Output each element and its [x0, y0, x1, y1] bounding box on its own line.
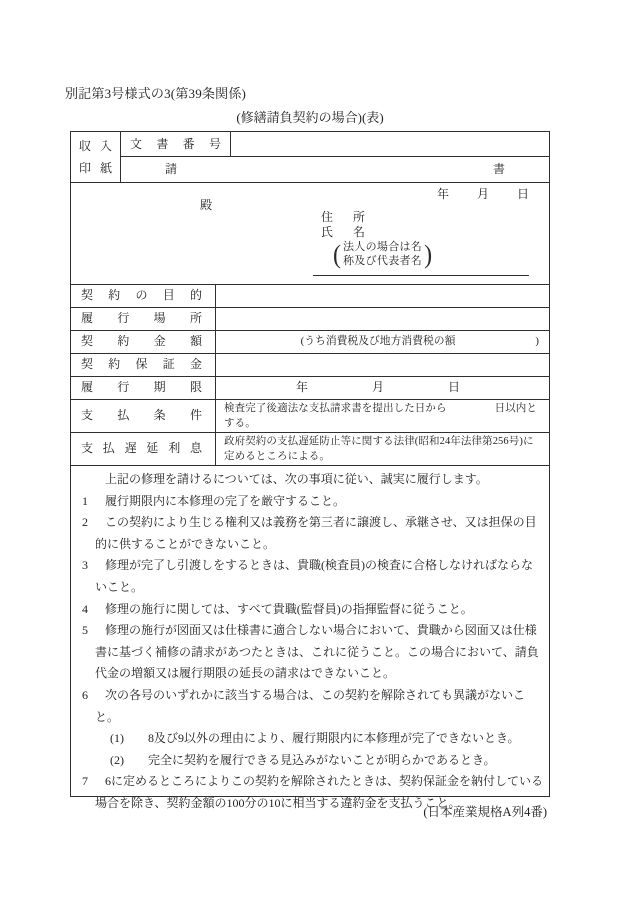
- pledge-item-6-number: 6: [82, 687, 88, 702]
- payment-terms-text: [216, 400, 549, 432]
- date-year-label: 年: [436, 187, 449, 201]
- corporate-note-close-paren: ): [424, 239, 433, 270]
- form-title: 請書: [165, 162, 505, 176]
- pledge-item-5: [71, 620, 543, 685]
- row-payment-terms: [71, 399, 549, 432]
- consumption-tax-note-text: (うち消費税及び地方消費税の額: [300, 335, 456, 347]
- row-contract-deposit: [71, 353, 549, 376]
- pledge-item-4-text: 修理の施行に関しては、すべて貴職(監督員)の指揮監督に従うこと。: [105, 601, 473, 616]
- pledge-item-6-sub-1: [71, 728, 543, 750]
- deadline-date-line: [216, 377, 549, 398]
- contract-deposit-blank-field: [216, 354, 549, 376]
- pledge-item-1-text: 履行期限内に本修理の完了を厳守すること。: [105, 493, 346, 508]
- pledge-item-3-text: 修理が完了し引渡しをするときは、貴職(検査員)の検査に合格しなければならないこと。: [95, 558, 533, 594]
- corporate-note-line2: 称及び代表者名: [343, 254, 423, 267]
- late-interest-text: 政府契約の支払遅延防止等に関する法律(昭和24年法律第256号)に定めるところによる。: [224, 436, 534, 462]
- pledge-item-6-sub-2: [71, 750, 543, 772]
- contract-form-table: [70, 131, 550, 810]
- pledge-item-6-sub-2-text: 完全に契約を履行できる見込みがないことが明らかであるとき。: [148, 752, 496, 767]
- row-performance-place: [71, 307, 549, 330]
- performance-deadline-field: [216, 377, 549, 399]
- pledge-item-2-text: この契約により生じる権利又は義務を第三者に譲渡し、承継させ、又は担保の目的に供することができないこと。: [95, 515, 537, 551]
- stamp-docnumber-grid: [71, 132, 549, 182]
- row-performance-deadline: [71, 376, 549, 399]
- payment-terms-before-blank: 検査完了後適法な支払請求書を提出した日から: [224, 403, 447, 414]
- corporate-note-line1: 法人の場合は名: [343, 241, 423, 253]
- row-contract-amount: [71, 330, 549, 353]
- performance-deadline-label: 履行期限: [71, 377, 216, 399]
- doc-number-blank-field: [231, 132, 549, 157]
- pledge-item-6: [71, 685, 543, 728]
- late-interest-label: 支払遅延利息: [71, 433, 216, 465]
- pledge-item-5-number: 5: [82, 623, 88, 638]
- consumption-tax-note: [301, 331, 539, 352]
- revenue-stamp-label-line2: 印紙: [79, 160, 112, 175]
- consumption-tax-note-close: ): [535, 335, 539, 347]
- row-late-interest: [71, 432, 549, 465]
- form-id: 別記第3号様式の3(第39条関係): [65, 86, 247, 101]
- date-month-label: 月: [476, 187, 489, 201]
- pledge-item-6-sub-1-number: (1): [110, 731, 124, 746]
- pledge-item-7-number: 7: [82, 774, 88, 789]
- payment-terms-label: 支払条件: [71, 400, 216, 432]
- doc-number-label: 文書番号: [121, 132, 231, 157]
- pledge-item-2-number: 2: [82, 515, 88, 530]
- pledge-item-5-text: 修理の施行が図面又は仕様書に適合しない場合において、貴職から図面又は仕様書に基づく補修の請求があつたときは、これに従うこと。この場合において、請負代金の増額又は履行期限の延長の請求はできないこと。: [95, 623, 539, 681]
- pledge-item-6-text: 次の各号のいずれかに該当する場合は、この契約を解除されても異議がないこと。: [95, 687, 526, 724]
- revenue-stamp-cell: [71, 132, 121, 182]
- contract-purpose-label: 契約の目的: [71, 285, 216, 307]
- pledge-item-7-text: 6に定めるところによりこの契約を解除されたときは、契約保証金を納付している場合を除き、契約金額の100分の10に相当する違約金を支払うこと。: [95, 774, 544, 810]
- payment-terms-after-blank: 日以内とする。: [224, 403, 538, 429]
- revenue-stamp-label-line1: 収入: [79, 139, 112, 154]
- row-contract-purpose: [71, 284, 549, 307]
- pledge-item-2: [71, 512, 543, 555]
- corporate-note-text: [341, 241, 424, 268]
- pledge-section: [71, 465, 549, 810]
- pledge-item-4: [71, 599, 543, 621]
- pledge-item-4-number: 4: [82, 601, 88, 616]
- contract-deposit-label: 契約保証金: [71, 354, 216, 376]
- performance-place-blank-field: [216, 308, 549, 330]
- signature-underline: [313, 275, 529, 276]
- form-subtitle: (修繕請負契約の場合)(表): [236, 110, 384, 125]
- pledge-item-6-sub-1-text: 8及び9以外の理由により、履行期限内に本修理が完了できないとき。: [148, 731, 520, 746]
- contract-amount-label: 契約金額: [71, 331, 216, 353]
- contract-purpose-blank-field: [216, 285, 549, 307]
- addressee-honorific: 殿: [200, 198, 213, 212]
- paper-size-note: (日本産業規格A列4番): [423, 805, 547, 819]
- pledge-item-1-number: 1: [82, 493, 88, 508]
- pledge-intro: 上記の修理を請けるについては、次の事項に従い、誠実に履行します。: [105, 472, 488, 486]
- deadline-day-label: 日: [448, 380, 461, 394]
- date-day-label: 日: [516, 187, 529, 201]
- contract-amount-blank-field: [216, 331, 549, 353]
- pledge-item-6-sub-2-number: (2): [110, 752, 124, 767]
- date-line: [437, 185, 529, 202]
- performance-place-label: 履行場所: [71, 308, 216, 330]
- pledge-item-3-number: 3: [82, 558, 88, 573]
- signer-labels: [321, 210, 365, 240]
- name-label: 氏名: [321, 225, 365, 239]
- addressee-block: [71, 182, 549, 284]
- pledge-item-3: [71, 555, 543, 598]
- address-label: 住所: [321, 210, 365, 224]
- deadline-year-label: 年: [296, 380, 309, 394]
- pledge-item-1: [71, 491, 543, 513]
- deadline-month-label: 月: [372, 380, 385, 394]
- corporate-note-open-paren: (: [333, 239, 341, 270]
- corporate-note: [333, 241, 432, 268]
